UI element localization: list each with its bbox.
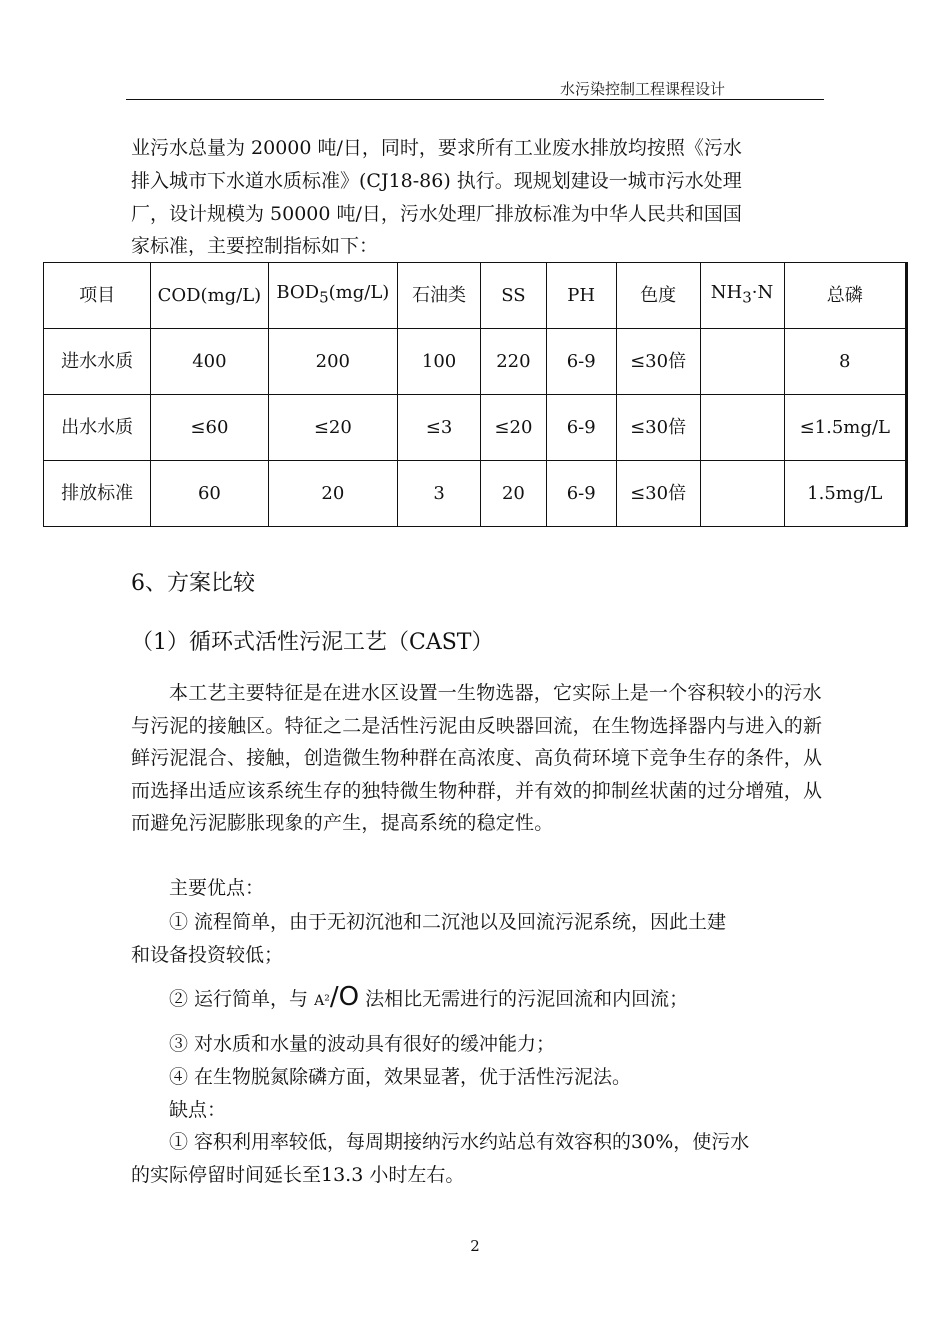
cell-ss: ≤20 [481, 395, 547, 461]
cell-nh3n [700, 395, 784, 461]
header-cell-ss: SS [481, 263, 547, 329]
row-label: 排放标准 [44, 461, 151, 527]
cell-ph: 6-9 [546, 329, 616, 395]
intro-line-2: 排入城市下水道水质标准》(CJ18-86) 执行。现规划建设一城市污水处理 [131, 170, 742, 192]
header-rule [126, 99, 824, 100]
cell-bod: 20 [268, 461, 398, 527]
header-cell-color: 色度 [616, 263, 700, 329]
advantage-1-line-2: 和设备投资较低； [131, 944, 284, 966]
intro-line-1: 业污水总量为 20000 吨/日，同时，要求所有工业废水排放均按照《污水 [131, 137, 742, 159]
page-number: 2 [470, 1237, 480, 1255]
header-cell-ph: PH [546, 263, 616, 329]
header-cell-cod: COD(mg/L) [151, 263, 268, 329]
cell-oil: 100 [398, 329, 481, 395]
table-row [44, 395, 907, 461]
table-row [44, 461, 907, 527]
bod-label: BOD [276, 282, 320, 304]
intro-line-3: 厂，设计规模为 50000 吨/日，污水处理厂排放标准为中华人民共和国国 [131, 203, 742, 225]
cell-bod: 200 [268, 329, 398, 395]
advantage-2 [169, 981, 864, 1017]
nh3-suffix: ·N [751, 282, 774, 304]
header-cell-item: 项目 [44, 263, 151, 329]
a2-formula: A² [314, 993, 330, 1009]
cell-tp: ≤1.5mg/L [784, 395, 906, 461]
advantage-4: ④ 在生物脱氮除磷方面，效果显著，优于活性污泥法。 [169, 1066, 632, 1088]
table-row [44, 329, 907, 395]
advantage-2-suffix: 法相比无需进行的污泥回流和内回流； [359, 988, 689, 1010]
cell-nh3n [700, 461, 784, 527]
bod-unit: (mg/L) [328, 282, 390, 304]
bod-subscript: 5 [319, 288, 329, 307]
disadvantage-1-line-1: ① 容积利用率较低，每周期接纳污水约站总有效容积的30%，使污水 [169, 1131, 750, 1153]
section-6-heading: 6、方案比较 [131, 571, 255, 596]
cell-oil: 3 [398, 461, 481, 527]
cell-oil: ≤3 [398, 395, 481, 461]
cell-cod: ≤60 [151, 395, 268, 461]
cell-ss: 20 [481, 461, 547, 527]
cell-color: ≤30倍 [616, 329, 700, 395]
cell-color: ≤30倍 [616, 395, 700, 461]
disadvantage-1-line-2: 的实际停留时间延长至13.3 小时左右。 [131, 1164, 465, 1186]
advantage-1-line-1: ① 流程简单，由于无初沉池和二沉池以及回流污泥系统，因此土建 [169, 911, 727, 933]
cell-bod: ≤20 [268, 395, 398, 461]
cell-tp: 8 [784, 329, 906, 395]
nh3-subscript: 3 [742, 288, 752, 307]
header-cell-oil: 石油类 [398, 263, 481, 329]
cell-ph: 6-9 [546, 395, 616, 461]
header-cell-bod [268, 263, 398, 329]
cell-ss: 220 [481, 329, 547, 395]
cell-cod: 60 [151, 461, 268, 527]
water-quality-table [43, 262, 908, 527]
table-header-row [44, 263, 907, 329]
advantages-title: 主要优点： [169, 877, 265, 899]
row-label: 进水水质 [44, 329, 151, 395]
header-cell-tp: 总磷 [784, 263, 906, 329]
o-formula: /O [329, 982, 360, 1012]
disadvantages-title: 缺点： [169, 1099, 227, 1121]
cell-tp: 1.5mg/L [784, 461, 906, 527]
cell-color: ≤30倍 [616, 461, 700, 527]
header-title: 水污染控制工程课程设计 [560, 80, 726, 98]
description-paragraph: 本工艺主要特征是在进水区设置一生物选器，它实际上是一个容积较小的污水与污泥的接触区。特征之二是活性污泥由反映器回流，在生物选择器内与进入的新鲜污泥混合、接触，创造微生物种群在高浓度、高负荷环境下竞争生存的条件，从而选择出适应该系统生存的独特微生物种群，并有效的抑制丝状菌的过分增殖，从而避免污泥膨胀现象的产生，提高系统的稳定性。 [131, 682, 823, 834]
cell-ph: 6-9 [546, 461, 616, 527]
row-label: 出水水质 [44, 395, 151, 461]
nh3-label: NH [710, 282, 743, 304]
header-cell-nh3n [700, 263, 784, 329]
subsection-1-heading: （1）循环式活性污泥工艺（CAST） [131, 630, 494, 655]
intro-line-4: 家标准，主要控制指标如下： [131, 235, 379, 257]
cell-nh3n [700, 329, 784, 395]
cell-cod: 400 [151, 329, 268, 395]
advantage-2-prefix: ② 运行简单，与 [169, 988, 315, 1010]
advantage-3: ③ 对水质和水量的波动具有很好的缓冲能力； [169, 1033, 556, 1055]
